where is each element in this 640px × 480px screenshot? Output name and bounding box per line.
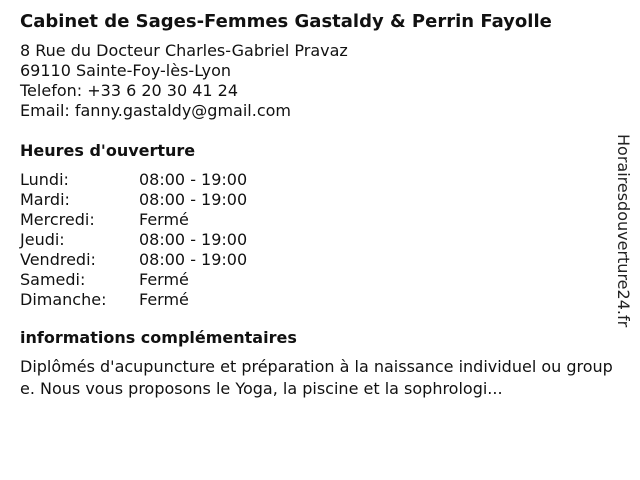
day-hours: 08:00 - 19:00 <box>139 190 248 209</box>
city-address: 69110 Sainte-Foy-lès-Lyon <box>20 61 232 80</box>
address-block <box>20 41 620 121</box>
hours-row-wednesday <box>20 210 620 230</box>
day-label: Jeudi: <box>20 230 65 249</box>
hours-row-monday <box>20 170 620 190</box>
site-watermark: Horairesdouverture24.fr <box>614 134 633 328</box>
day-label: Lundi: <box>20 170 69 189</box>
business-card <box>20 9 620 400</box>
day-label: Mercredi: <box>20 210 95 229</box>
day-hours: Fermé <box>139 290 189 309</box>
day-label: Vendredi: <box>20 250 96 269</box>
day-hours: 08:00 - 19:00 <box>139 250 248 269</box>
business-name: Cabinet de Sages-Femmes Gastaldy & Perrin Fayolle <box>20 11 552 32</box>
hours-row-saturday <box>20 270 620 290</box>
day-hours: 08:00 - 19:00 <box>139 170 248 189</box>
day-label: Samedi: <box>20 270 86 289</box>
day-label: Mardi: <box>20 190 70 209</box>
day-hours: Fermé <box>139 210 189 229</box>
info-description: Diplômés d'acupuncture et préparation à la naissance individuel ou groupe. Nous vous proposons le Yoga, la piscine et la sophrologi... <box>20 357 613 398</box>
hours-list <box>20 170 620 310</box>
day-label: Dimanche: <box>20 290 107 309</box>
street-address: 8 Rue du Docteur Charles-Gabriel Pravaz <box>20 41 348 60</box>
hours-heading: Heures d'ouverture <box>20 141 196 160</box>
hours-row-thursday <box>20 230 620 250</box>
hours-row-tuesday <box>20 190 620 210</box>
hours-row-sunday <box>20 290 620 310</box>
phone-line: Telefon: +33 6 20 30 41 24 <box>20 81 239 100</box>
info-heading: informations complémentaires <box>20 328 297 347</box>
hours-row-friday <box>20 250 620 270</box>
day-hours: Fermé <box>139 270 189 289</box>
email-line: Email: fanny.gastaldy@gmail.com <box>20 101 291 120</box>
day-hours: 08:00 - 19:00 <box>139 230 248 249</box>
